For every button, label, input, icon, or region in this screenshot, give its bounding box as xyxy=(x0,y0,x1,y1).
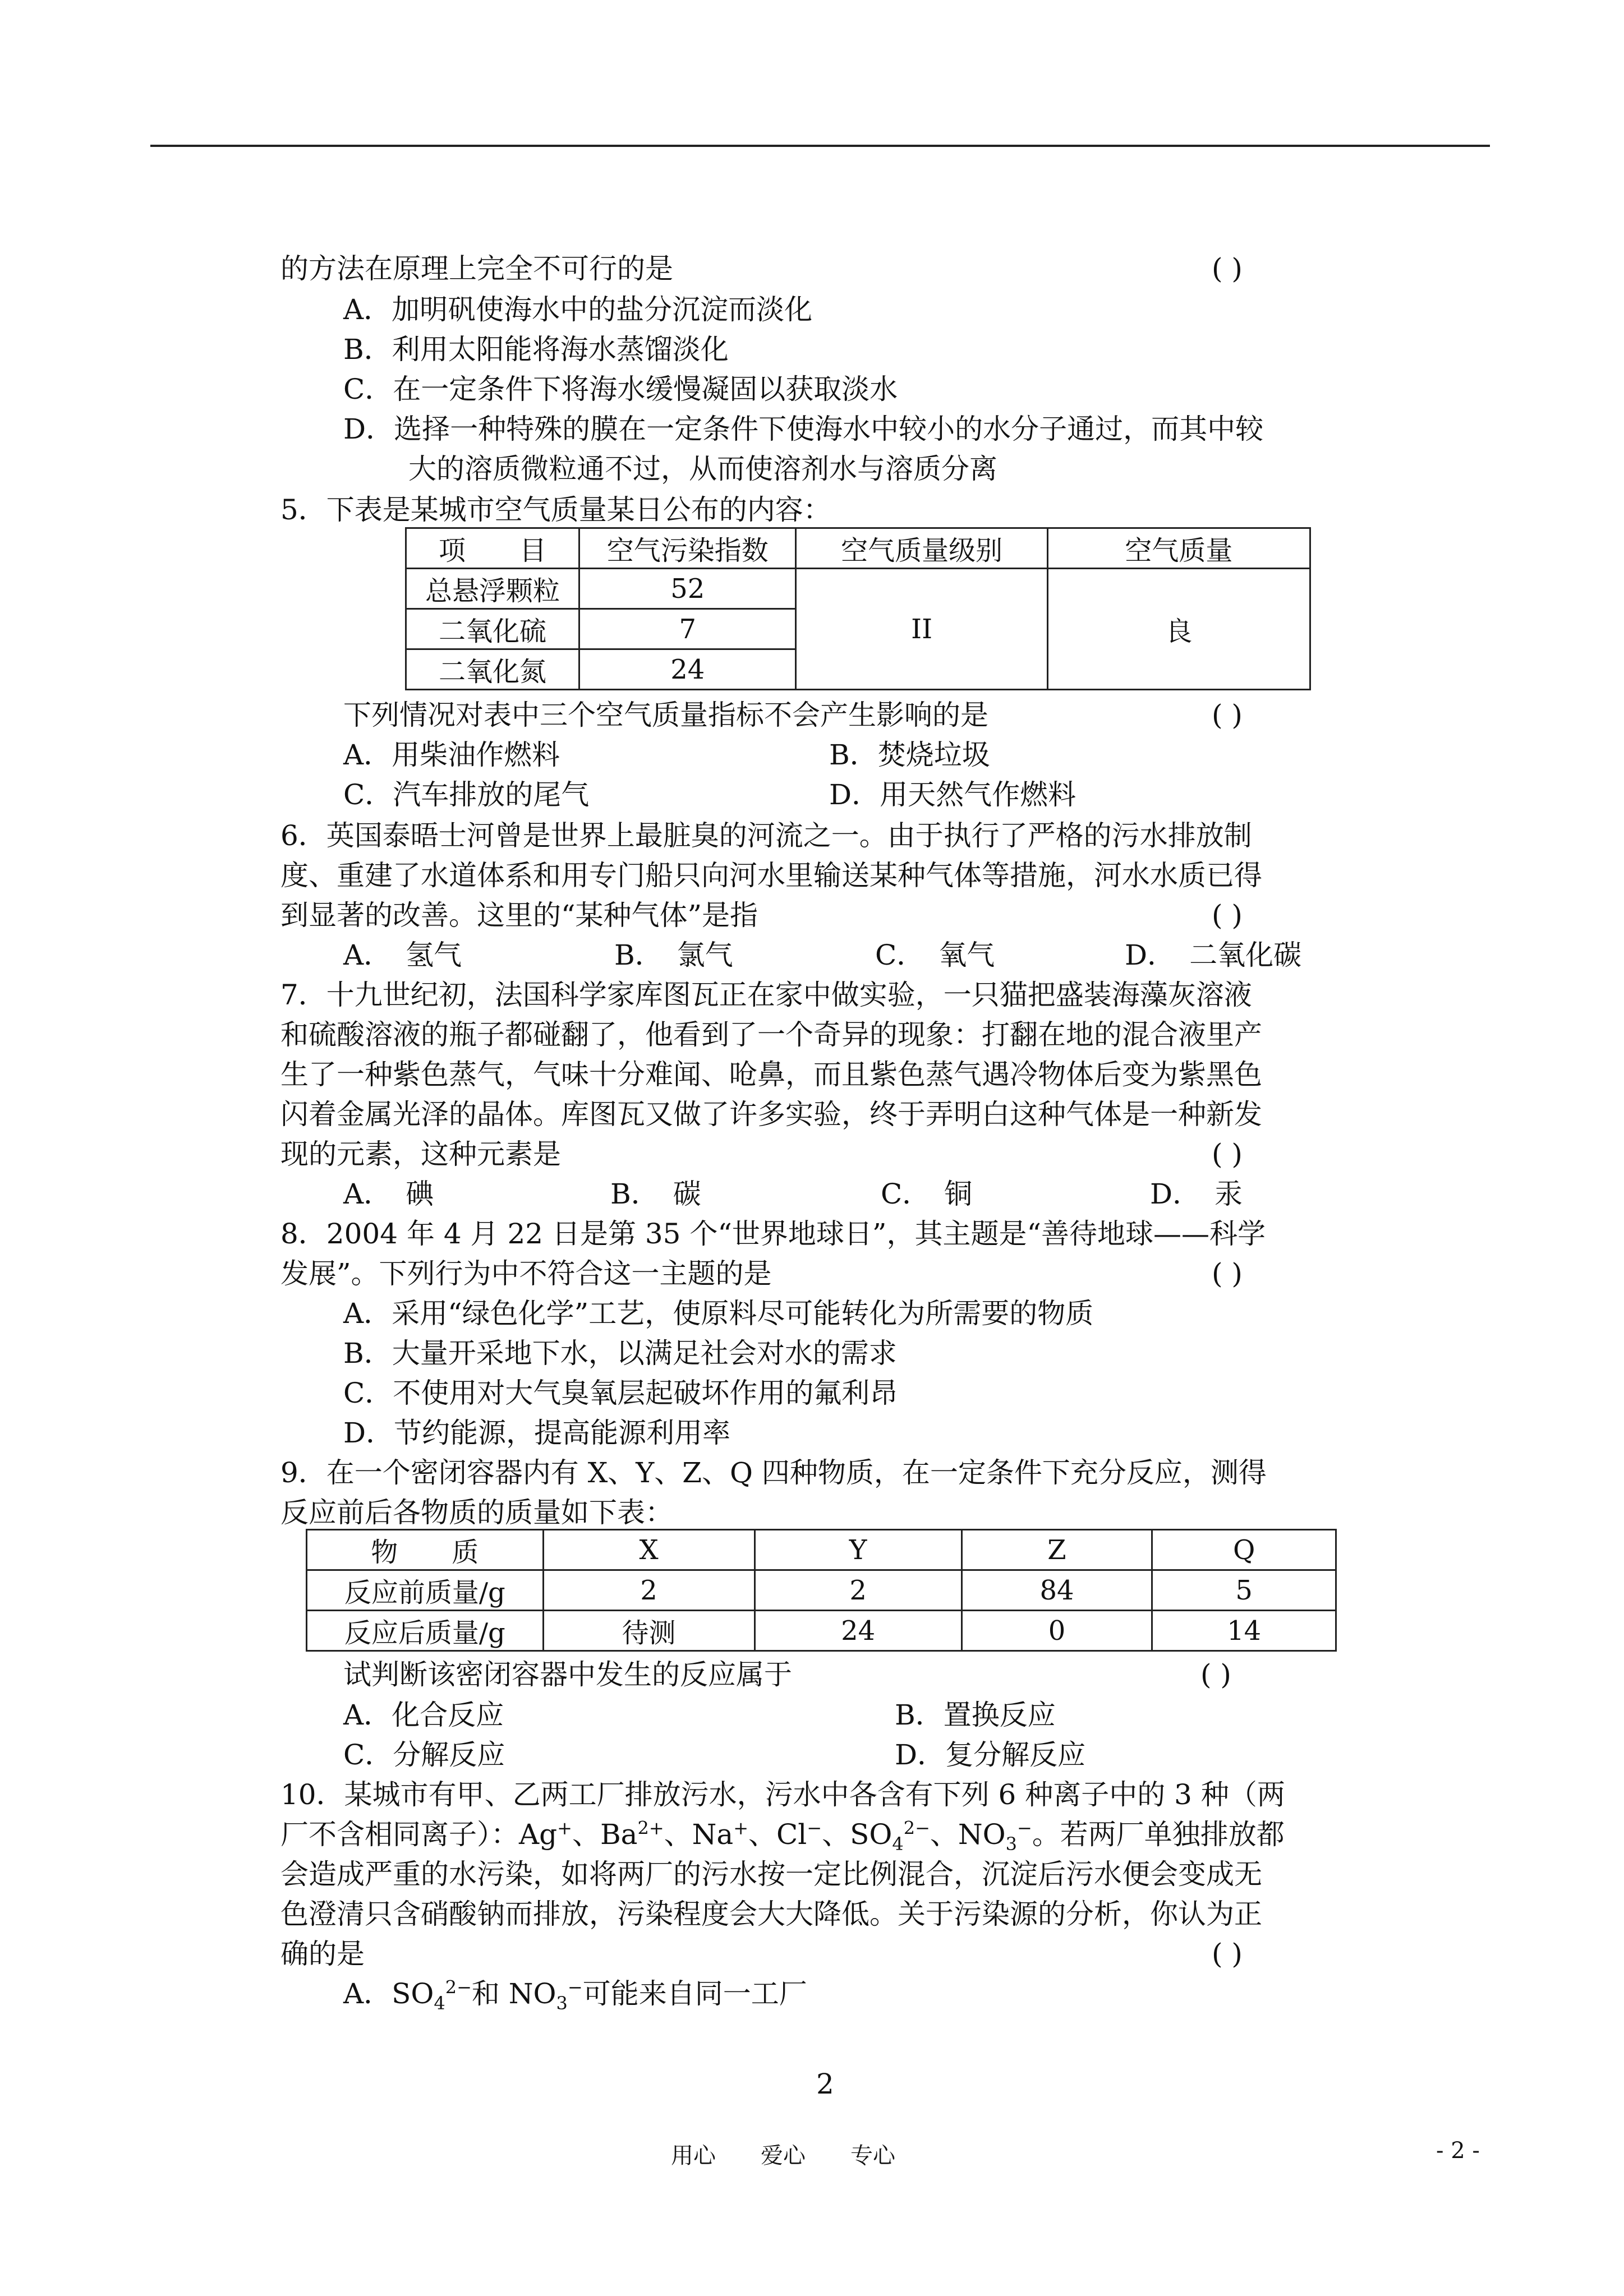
q8-option-b: B．大量开采地下水，以满足社会对水的需求 xyxy=(343,1337,897,1370)
q7-line-1: 7．十九世纪初，法国科学家库图瓦正在家中做实验，一只猫把盛装海藻灰溶液 xyxy=(280,979,1252,1011)
q9-option-d: D．复分解反应 xyxy=(895,1739,1086,1771)
q5-th-item: 项 目 xyxy=(406,528,579,569)
q5-row-item: 总悬浮颗粒 xyxy=(406,569,579,609)
q7-option-d: D． 汞 xyxy=(1150,1178,1243,1210)
footer-page-label: - 2 - xyxy=(1436,2138,1480,2164)
q5-level-cell: II xyxy=(796,569,1047,690)
q8-option-a: A．采用“绿色化学”工艺，使原料尽可能转化为所需要的物质 xyxy=(343,1297,1094,1330)
q9-cell: 2 xyxy=(755,1570,961,1611)
q10-line-2-pre: 厂不含相同离子）： xyxy=(280,1818,519,1851)
q8-answer-paren: ( ) xyxy=(1212,1257,1243,1290)
q10-line-4: 色澄清只含硝酸钠而排放，污染程度会大大降低。关于污染源的分析，你认为正 xyxy=(280,1898,1262,1930)
q5-question: 下列情况对表中三个空气质量指标不会产生影响的是 xyxy=(343,699,988,731)
q7-option-c: C． 铜 xyxy=(881,1178,973,1210)
q8-line-1: 8．2004 年 4 月 22 日是第 35 个“世界地球日”，其主题是“善待地球——科学 xyxy=(280,1218,1266,1250)
q5-row-index: 52 xyxy=(579,569,796,609)
q6-line-1: 6．英国泰晤士河曾是世界上最脏臭的河流之一。由于执行了严格的污水排放制 xyxy=(280,819,1252,852)
ion: Ag+ xyxy=(519,1817,572,1851)
q7-line-5: 现的元素，这种元素是 xyxy=(280,1138,561,1170)
ion: $SO_4^{2-}$ xyxy=(850,1817,930,1855)
q6-option-c: C． 氧气 xyxy=(875,939,995,971)
q9-th-substance: 物 质 xyxy=(307,1530,544,1570)
q9-cell: 14 xyxy=(1152,1611,1336,1651)
ion: $Ba^{2+}$ xyxy=(600,1817,664,1851)
q9-th-x: X xyxy=(543,1530,755,1570)
q8-option-c: C．不使用对大气臭氧层起破坏作用的氟利昂 xyxy=(343,1377,898,1409)
q5-quality-cell: 良 xyxy=(1047,569,1310,690)
q4-option-c: C．在一定条件下将海水缓慢凝固以获取淡水 xyxy=(343,373,898,405)
header-rule xyxy=(150,145,1490,147)
q7-line-2: 和硫酸溶液的瓶子都碰翻了，他看到了一个奇异的现象：打翻在地的混合液里产 xyxy=(280,1018,1262,1051)
q5-row-item: 二氧化硫 xyxy=(406,609,579,649)
q9-th-z: Z xyxy=(961,1530,1152,1570)
ion: Cl− xyxy=(776,1817,822,1851)
q7-line-4: 闪着金属光泽的晶体。库图瓦又做了许多实验，终于弄明白这种气体是一种新发 xyxy=(280,1098,1262,1131)
q9-cell: 5 xyxy=(1152,1570,1336,1611)
q5-row-item: 二氧化氮 xyxy=(406,649,579,690)
ion: $NO_3^-$ xyxy=(958,1817,1032,1855)
q9-cell: 反应前质量/g xyxy=(307,1570,544,1611)
q4-option-d: D．选择一种特殊的膜在一定条件下使海水中较小的水分子通过，而其中较 xyxy=(343,413,1264,445)
footer-slogan: 用心 爱心 专心 xyxy=(671,2143,895,2169)
q10-line-3: 会造成严重的水污染，如将两厂的污水按一定比例混合，沉淀后污水便会变成无 xyxy=(280,1858,1262,1891)
q10-line-1: 10．某城市有甲、乙两工厂排放污水，污水中各含有下列 6 种离子中的 3 种（两 xyxy=(280,1778,1285,1811)
q4-option-a: A．加明矾使海水中的盐分沉淀而淡化 xyxy=(343,293,813,326)
q4-option-b: B．利用太阳能将海水蒸馏淡化 xyxy=(343,333,729,366)
q5-th-quality: 空气质量 xyxy=(1047,528,1310,569)
q9-cell: 待测 xyxy=(543,1611,755,1651)
q6-answer-paren: ( ) xyxy=(1212,899,1243,932)
q5-option-d: D．用天然气作燃料 xyxy=(829,778,1076,811)
q5-answer-paren: ( ) xyxy=(1212,699,1243,731)
q9-cell: 84 xyxy=(961,1570,1152,1611)
q9-question: 试判断该密闭容器中发生的反应属于 xyxy=(343,1658,792,1691)
q5-option-b: B．焚烧垃圾 xyxy=(829,739,990,771)
q10-line-2-post: 。若两厂单独排放都 xyxy=(1032,1818,1285,1851)
q8-option-d: D．节约能源，提高能源利用率 xyxy=(343,1417,731,1449)
q5-air-quality-table xyxy=(405,527,1311,690)
q9-cell: 24 xyxy=(755,1611,961,1651)
q6-option-d: D． 二氧化碳 xyxy=(1125,939,1302,971)
q10-option-a: A．$SO_4^{2-}$和 $NO_3^-$可能来自同一工厂 xyxy=(343,1976,807,2014)
ion: Na+ xyxy=(692,1817,749,1851)
q10-line-5: 确的是 xyxy=(280,1938,365,1970)
q7-option-a: A． 碘 xyxy=(343,1178,434,1210)
q9-cell: 2 xyxy=(543,1570,755,1611)
q4-stem-tail: 的方法在原理上完全不可行的是 xyxy=(280,252,673,285)
q9-mass-table xyxy=(306,1529,1337,1652)
q9-cell: 0 xyxy=(961,1611,1152,1651)
q7-answer-paren: ( ) xyxy=(1212,1138,1243,1170)
page-number: 2 xyxy=(816,2068,834,2100)
q5-th-index: 空气污染指数 xyxy=(579,528,796,569)
q8-line-2: 发展”。下列行为中不符合这一主题的是 xyxy=(280,1257,772,1290)
q5-stem: 5．下表是某城市空气质量某日公布的内容： xyxy=(280,494,831,526)
q9-line-2: 反应前后各物质的质量如下表： xyxy=(280,1496,673,1529)
q6-line-2: 度、重建了水道体系和用专门船只向河水里输送某种气体等措施，河水水质已得 xyxy=(280,859,1262,892)
q5-row-index: 7 xyxy=(579,609,796,649)
q9-option-b: B．置换反应 xyxy=(895,1699,1056,1731)
q4-answer-paren: ( ) xyxy=(1212,252,1243,285)
q7-line-3: 生了一种紫色蒸气，气味十分难闻、呛鼻，而且紫色蒸气遇冷物体后变为紫黑色 xyxy=(280,1058,1262,1091)
q10-answer-paren: ( ) xyxy=(1212,1938,1243,1970)
q5-option-c: C．汽车排放的尾气 xyxy=(343,778,590,811)
q9-option-c: C．分解反应 xyxy=(343,1739,505,1771)
q5-option-a: A．用柴油作燃料 xyxy=(343,739,560,771)
q5-th-level: 空气质量级别 xyxy=(796,528,1047,569)
q7-option-b: B． 碳 xyxy=(610,1178,701,1210)
q9-line-1: 9．在一个密闭容器内有 X、Y、Z、Q 四种物质，在一定条件下充分反应，测得 xyxy=(280,1456,1267,1489)
q4-option-d-cont: 大的溶质微粒通不过，从而使溶剂水与溶质分离 xyxy=(408,453,997,485)
q9-th-y: Y xyxy=(755,1530,961,1570)
q6-option-b: B． 氯气 xyxy=(614,939,733,971)
q9-answer-paren: ( ) xyxy=(1200,1658,1231,1691)
q10-line-2: 厂不含相同离子）：Ag+、$Ba^{2+}$、Na+、Cl−、$SO_4^{2-}$、$NO_3^-$。若两厂单独排放都 xyxy=(280,1817,1285,1855)
q5-row-index: 24 xyxy=(579,649,796,690)
q9-option-a: A．化合反应 xyxy=(343,1699,504,1731)
q6-line-3: 到显著的改善。这里的“某种气体”是指 xyxy=(280,899,758,932)
q9-cell: 反应后质量/g xyxy=(307,1611,544,1651)
q6-option-a: A． 氢气 xyxy=(343,939,462,971)
q9-th-q: Q xyxy=(1152,1530,1336,1570)
